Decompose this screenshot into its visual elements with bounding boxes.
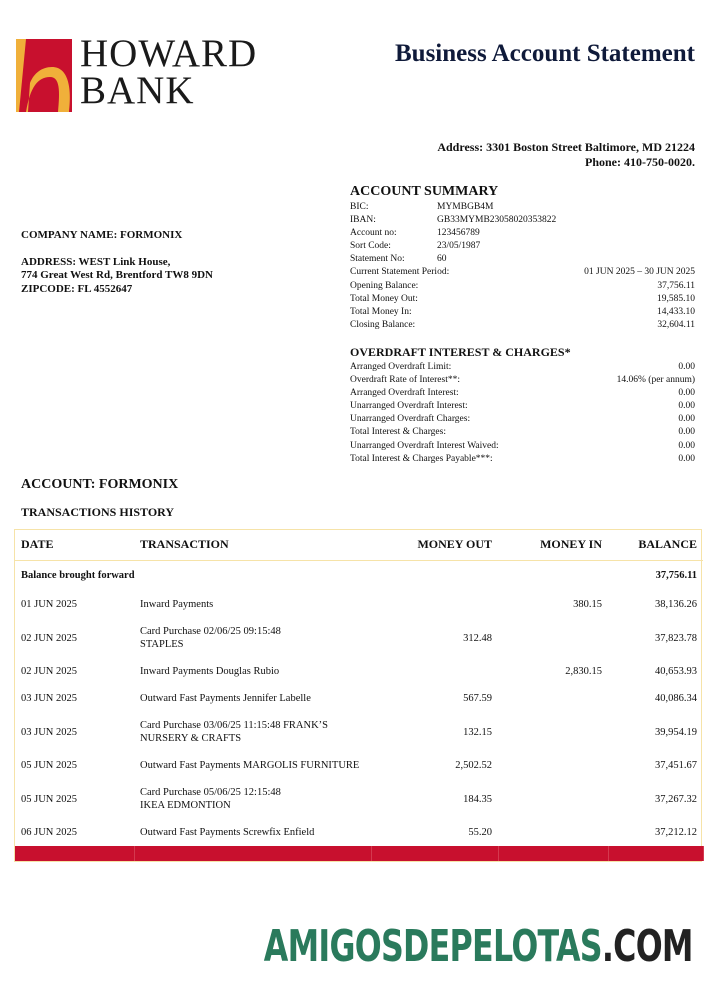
row-money-out	[371, 658, 498, 685]
summary-label: Total Money In:	[350, 306, 412, 317]
brought-forward-label: Balance brought forward	[21, 570, 135, 582]
row-money-out: 55.20	[468, 827, 492, 838]
row-money-out: 132.15	[463, 726, 492, 738]
table-header-row	[15, 530, 703, 560]
summary-value: 37,756.11	[657, 280, 695, 291]
summary-value: 19,585.10	[657, 293, 695, 304]
summary-row-bic	[350, 201, 695, 214]
overdraft-row	[350, 400, 695, 413]
summary-row-closing-balance	[350, 319, 695, 332]
summary-label: BIC:	[350, 202, 369, 212]
row-balance: 37,267.32	[655, 793, 697, 805]
summary-value: 32,604.11	[657, 319, 695, 330]
overdraft-label: Arranged Overdraft Interest:	[350, 388, 459, 399]
overdraft-row	[350, 387, 695, 400]
row-date: 01 JUN 2025	[21, 599, 78, 610]
page-title: Business Account Statement	[394, 40, 695, 67]
overdraft-label: Arranged Overdraft Limit:	[350, 362, 452, 372]
overdraft-value: 0.00	[678, 453, 695, 464]
balance-brought-forward-row	[15, 560, 703, 591]
overdraft-value: 0.00	[678, 427, 695, 438]
column-header-money-out: MONEY OUT	[371, 530, 498, 560]
overdraft-row	[350, 426, 695, 439]
company-zipcode: ZIPCODE: FL 4552647	[21, 282, 133, 295]
summary-value: MYMBGB4M	[437, 202, 494, 212]
column-header-money-in: MONEY IN	[498, 530, 608, 560]
summary-row-opening-balance	[350, 280, 695, 293]
row-balance: 38,136.26	[655, 599, 697, 610]
summary-label: Total Money Out:	[350, 293, 418, 304]
summary-label: Closing Balance:	[350, 319, 416, 330]
company-address-line2: 774 Great West Rd, Brentford TW8 9DN	[21, 269, 213, 281]
account-summary	[350, 183, 695, 332]
overdraft-label: Unarranged Overdraft Interest:	[350, 401, 468, 412]
row-date: 03 JUN 2025	[21, 693, 78, 704]
row-date: 03 JUN 2025	[21, 726, 78, 738]
row-money-in: 2,830.15	[565, 666, 602, 677]
bank-name	[80, 32, 258, 112]
overdraft-value: 0.00	[678, 440, 695, 451]
column-header-balance: BALANCE	[608, 530, 703, 560]
summary-row-iban	[350, 214, 695, 227]
overdraft-label: Unarranged Overdraft Charges:	[350, 414, 471, 425]
row-balance: 37,212.12	[655, 827, 697, 838]
row-description: Outward Fast Payments Screwfix Enfield	[140, 827, 315, 838]
summary-row-account-no	[350, 227, 695, 240]
summary-value: 14,433.10	[657, 306, 695, 317]
summary-label: Account no:	[350, 228, 397, 239]
row-description: Outward Fast Payments Jennifer Labelle	[140, 693, 311, 704]
row-description: Outward Fast Payments MARGOLIS FURNITURE	[140, 760, 360, 771]
watermark-tld: .COM	[602, 921, 693, 972]
bank-logo	[16, 32, 276, 115]
row-description: Card Purchase 03/06/25 11:15:48 FRANK’S NURSERY & CRAFTS	[140, 720, 329, 744]
row-money-in	[498, 712, 608, 752]
company-address-line1: ADDRESS: WEST Link House,	[21, 255, 171, 268]
summary-label: Opening Balance:	[350, 280, 419, 291]
row-money-in	[498, 618, 608, 658]
row-money-in	[498, 819, 608, 846]
brought-forward-balance: 37,756.11	[655, 570, 697, 582]
overdraft-row	[350, 374, 695, 387]
row-money-in	[498, 752, 608, 779]
row-money-out: 312.48	[463, 632, 492, 644]
row-description: Inward Payments Douglas Rubio	[140, 666, 280, 677]
row-money-out	[371, 591, 498, 618]
table-row	[15, 752, 703, 779]
overdraft-row	[350, 413, 695, 426]
watermark-main: AMIGOSDEPELOTAS	[264, 921, 603, 972]
overdraft-row	[350, 440, 695, 453]
summary-label: Statement No:	[350, 254, 405, 265]
overdraft-title: OVERDRAFT INTEREST & CHARGES*	[350, 345, 571, 359]
summary-label: Sort Code:	[350, 241, 391, 252]
account-summary-title: ACCOUNT SUMMARY	[350, 184, 499, 199]
overdraft-row	[350, 361, 695, 374]
howard-bank-h-mark-icon	[16, 39, 72, 112]
row-money-in	[498, 685, 608, 712]
summary-row-period	[350, 266, 695, 279]
row-balance: 40,653.93	[655, 666, 697, 677]
row-money-in	[498, 779, 608, 819]
table-row	[15, 591, 703, 618]
row-description: Inward Payments	[140, 599, 214, 610]
company-name: COMPANY NAME: FORMONIX	[21, 229, 183, 241]
account-title: ACCOUNT: FORMONIX	[21, 477, 179, 492]
overdraft-value: 0.00	[678, 388, 695, 399]
column-header-date: DATE	[15, 530, 134, 560]
row-date: 02 JUN 2025	[21, 666, 78, 677]
bank-name-line1: HOWARD	[80, 32, 258, 75]
row-money-out: 2,502.52	[455, 760, 492, 771]
watermark	[264, 921, 693, 972]
table-row	[15, 618, 703, 658]
row-money-in: 380.15	[573, 599, 602, 610]
summary-row-total-in	[350, 306, 695, 319]
row-date: 02 JUN 2025	[21, 632, 78, 644]
bank-address: Address: 3301 Boston Street Baltimore, MD 21224	[437, 140, 695, 154]
table-row	[15, 712, 703, 752]
row-date: 06 JUN 2025	[21, 827, 78, 838]
overdraft-value: 0.00	[678, 362, 695, 372]
row-date: 05 JUN 2025	[21, 760, 78, 771]
table-footer-bar	[15, 846, 703, 861]
row-balance: 40,086.34	[655, 693, 697, 704]
overdraft-section	[350, 345, 695, 466]
summary-value: GB33MYMB23058020353822	[437, 215, 557, 226]
bank-contact	[437, 140, 695, 170]
table-row	[15, 779, 703, 819]
bank-name-line2: BANK	[80, 69, 195, 112]
summary-row-sort-code	[350, 240, 695, 253]
row-description: Card Purchase 02/06/25 09:15:48 STAPLES	[140, 626, 281, 650]
overdraft-label: Unarranged Overdraft Interest Waived:	[350, 440, 499, 451]
overdraft-label: Total Interest & Charges:	[350, 427, 446, 438]
bank-phone: Phone: 410-750-0020.	[585, 155, 695, 169]
table-row	[15, 819, 703, 846]
row-money-out: 184.35	[463, 793, 492, 805]
summary-value: 01 JUN 2025 – 30 JUN 2025	[584, 267, 695, 278]
summary-row-statement-no	[350, 253, 695, 266]
row-description: Card Purchase 05/06/25 12:15:48 IKEA EDMONTION	[140, 787, 281, 811]
summary-label: Current Statement Period:	[350, 267, 450, 278]
transactions-table	[14, 529, 702, 862]
transactions-history-title: TRANSACTIONS HISTORY	[21, 505, 175, 519]
overdraft-label: Total Interest & Charges Payable***:	[350, 453, 493, 464]
row-date: 05 JUN 2025	[21, 793, 78, 805]
column-header-transaction: TRANSACTION	[134, 530, 371, 560]
overdraft-row	[350, 453, 695, 466]
overdraft-value: 0.00	[678, 401, 695, 412]
table-row	[15, 658, 703, 685]
row-balance: 39,954.19	[655, 726, 697, 738]
overdraft-label: Overdraft Rate of Interest**:	[350, 375, 460, 386]
summary-value: 123456789	[437, 228, 480, 239]
summary-row-total-out	[350, 293, 695, 306]
company-details	[21, 229, 213, 296]
table-row	[15, 685, 703, 712]
summary-value: 60	[437, 254, 447, 265]
overdraft-value: 14.06% (per annum)	[616, 375, 695, 386]
row-money-out: 567.59	[463, 693, 492, 704]
overdraft-value: 0.00	[678, 414, 695, 425]
summary-value: 23/05/1987	[437, 241, 481, 252]
summary-label: IBAN:	[350, 215, 376, 226]
row-balance: 37,451.67	[655, 760, 697, 771]
row-balance: 37,823.78	[655, 632, 697, 644]
